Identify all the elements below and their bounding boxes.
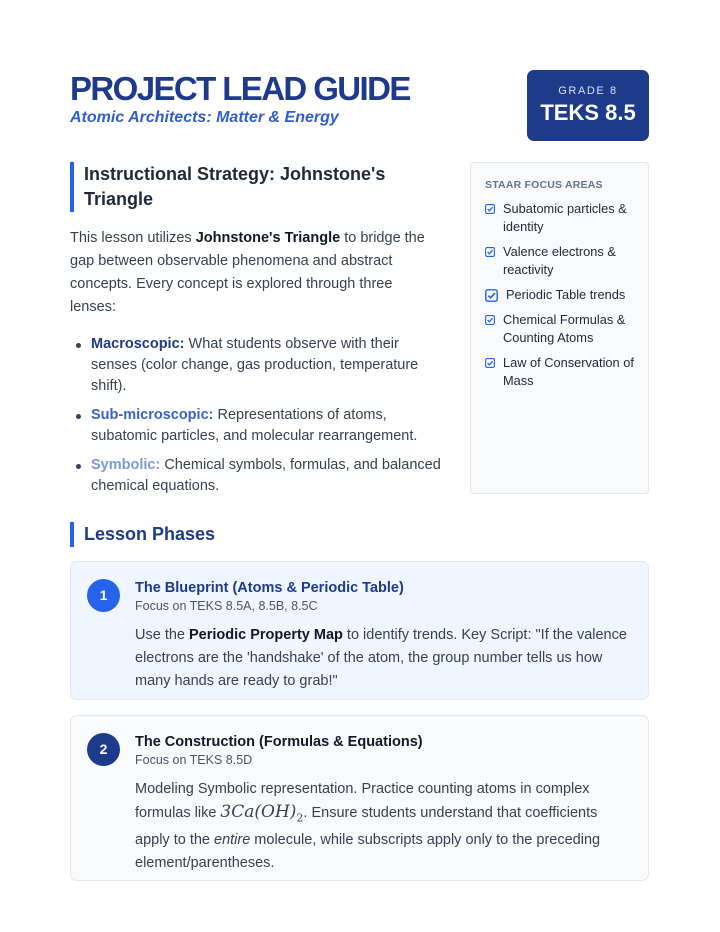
teks-code: TEKS 8.5 — [540, 100, 636, 125]
phase-number-badge: 1 — [87, 579, 120, 612]
phase-body — [135, 733, 635, 875]
lens-item-macroscopic — [70, 334, 442, 397]
lens-item-symbolic — [70, 455, 442, 497]
strategy-heading: Instructional Strategy: Johnstone's Triangle — [70, 162, 410, 212]
lens-list — [70, 334, 442, 497]
checkbox-checked-icon — [485, 247, 495, 257]
page-title: PROJECT LEAD GUIDE — [70, 70, 410, 107]
checkbox-checked-icon — [485, 204, 495, 214]
formula-subscript: 2 — [296, 811, 304, 825]
chemical-formula — [220, 802, 304, 825]
lens-name: Symbolic: — [91, 457, 161, 473]
phase-card-2 — [70, 715, 649, 881]
staar-item — [485, 243, 634, 279]
lens-description: What students observe with their senses (color change, gas production, temperature shift). — [91, 336, 419, 394]
phase-title: The Blueprint (Atoms & Periodic Table) — [135, 580, 404, 596]
phase-text-start: Modeling Symbolic representation. Practice counting atoms in complex formulas like — [135, 781, 590, 821]
phase-text-start: Use the — [135, 627, 189, 643]
staar-focus-panel — [470, 162, 649, 494]
staar-item-label: Periodic Table trends — [506, 287, 626, 302]
staar-title: STAAR FOCUS AREAS — [485, 179, 603, 191]
staar-item-label: Law of Conservation of Mass — [503, 355, 634, 388]
lens-name: Sub-microscopic: — [91, 407, 214, 423]
checkbox-checked-icon — [485, 358, 495, 368]
staar-list — [485, 200, 634, 390]
phase-focus: Focus on TEKS 8.5A, 8.5B, 8.5C — [135, 599, 318, 613]
staar-item — [485, 354, 634, 390]
phase-number-badge: 2 — [87, 733, 120, 766]
staar-item — [485, 200, 634, 236]
intro-emphasis: Johnstone's Triangle — [195, 230, 341, 246]
lens-name: Macroscopic: — [91, 336, 185, 352]
phase-description — [135, 624, 635, 693]
phase-text-middle: . Ensure students understand that coefficients apply to the — [135, 805, 598, 849]
phase-focus: Focus on TEKS 8.5D — [135, 753, 253, 767]
phase-text-emphasis: Periodic Property Map — [189, 627, 343, 643]
strategy-section — [70, 162, 442, 505]
staar-item-label: Chemical Formulas & Counting Atoms — [503, 312, 626, 345]
phase-body — [135, 579, 635, 693]
checkbox-checked-icon — [485, 289, 498, 302]
strategy-intro — [70, 227, 442, 319]
phase-title: The Construction (Formulas & Equations) — [135, 734, 423, 750]
staar-item — [485, 311, 634, 347]
lens-description: Representations of atoms, subatomic particles, and molecular rearrangement. — [91, 407, 418, 444]
lens-item-sub-microscopic — [70, 405, 442, 447]
phase-text-end: to identify trends. Key Script: "If the valence electrons are the 'handshake' of the atom, the group number tells us how many hands are ready to grab!" — [135, 627, 627, 689]
phase-text-end: molecule, while subscripts apply only to the preceding element/parentheses. — [135, 832, 601, 872]
lesson-phases-heading: Lesson Phases — [70, 522, 215, 547]
checkbox-checked-icon — [485, 315, 495, 325]
page-header — [70, 70, 650, 142]
teks-badge — [527, 70, 649, 141]
intro-text-start: This lesson utilizes — [70, 230, 196, 246]
staar-item-label: Subatomic particles & identity — [503, 201, 627, 234]
phase-text-emphasis: entire — [214, 832, 251, 849]
phase-description — [135, 778, 635, 875]
formula-main: 3Ca(OH) — [220, 802, 297, 822]
intro-text-end: to bridge the gap between observable phenomena and abstract concepts. Every concept is explored through three lenses: — [70, 230, 425, 315]
lens-description: Chemical symbols, formulas, and balanced chemical equations. — [91, 457, 441, 494]
page-subtitle: Atomic Architects: Matter & Energy — [70, 109, 339, 126]
staar-item-label: Valence electrons & reactivity — [503, 244, 616, 277]
grade-label: GRADE 8 — [558, 85, 618, 97]
staar-item — [485, 286, 634, 304]
phase-card-1 — [70, 561, 649, 700]
